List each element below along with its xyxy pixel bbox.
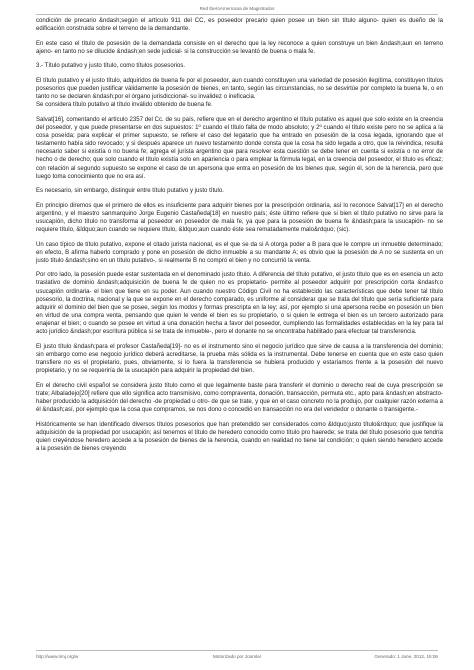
paragraph: En principio diremos que el primero de ellos es insuficiente para adquirir bienes por la prescripción ordinaria, así lo reconoce Salvat[17] en el derecho argentino, y el maestro sanmarquino Jorge Eugenio Castañeda[18] en nuestro país; éste último refiere que si bien el título putativo no sirve para la usucapión, dicho título no transforma al poseedor en poseedor de mala fe, ya que para la posesión de buena fe &ndash;para la usucapión- no se requiere título, &ldquo;aun cuando se requiere título, &ldquo;aun cuando éste sea rematadamente malo&rdquo; (sic). xyxy=(36,202,443,234)
footer-generated-date: Generado: 1 June, 2012, 15:06 xyxy=(374,654,438,659)
paragraph: En este caso el título de posesión de la demandada consiste en el derecho que la ley reconoce a quien construye un bien &ndash;aun en terreno ajeno- en tanto no se dilucide &ndash;en sede judicial- si la construcción se levantó de buena o mala fe. xyxy=(36,40,443,55)
page-footer xyxy=(36,654,438,662)
paragraph: Un caso típico de título putativo, expone el citado jurista nacional, es el que se da si A otorga poder a B para que le compre un inmueble determinado; en efecto, B afirma haberlo comprado y pone en posesión de dicho inmueble a su mandante A; es obvio que la posesión de A no se sustenta en un justo título &ndash;sino en un título putativo-, si realmente B no compró el bien y no concurrió la venta. xyxy=(36,241,443,264)
paragraph: condición de precario &ndash;según el artículo 911 del CC, es poseedor precario quien posee un bien sin título alguno- quien es dueño de la edificación construida sobre el terreno de la demandante. xyxy=(36,18,443,33)
paragraph: El justo título &ndash;para el profesor Castañeda[19]- no es el instrumento sino el negocio jurídico que sirve de causa a la transferencia del dominio; sin embargo como ese negocio jurídico deberá acreditarse, la prueba más sólida es la instrumental. Debe tenerse en cuenta que en este caso quien transfiere no es el propietario, pues, obviamente, si lo fuera la transferencia se hubiera producido y estaríamos frente a la posesión del nuevo propietario, y no se requeriría de la usucapión para adquirir la propiedad del bien. xyxy=(36,343,443,375)
paragraph: Por otro lado, la posesión puede estar sustentada en el denominado justo título. A diferencia del título putativo, el justo título que es en esencia un acto traslativo de dominio &ndash;adquisición de buena fe de quien no es propietario- permite al poseedor adquirir por prescripción corta &ndash;o usucapión ordinaria- el bien que tiene en su poder. Aun cuando nuestro Código Civil no ha establecido las características que debe tener tal título posesorio, la doctrina, nacional y la que se expone en el derecho comparado, es uniforme al considerar que se trata del título que sería suficiente para adquirir el dominio del bien que se posee, según los modos y formas prescripta en la ley; así, por ejemplo si una apersona recibe en posesión un bien en virtud de una compra venta, pensando que quien le vende el bien es su propietario, o si quien le entrega el bien es un tercero autorizado para enajenar el bien; o cuando se posee en virtud a una donación hecha a favor del poseedor, cumpliendo las formalidades establecidas en la ley para tal acto jurídico &ndash;por escritura pública si se trata de inmueble-, pero el donante no se encontraba habilitado para efectuar tal transferencia. xyxy=(36,272,443,336)
section-heading: 3.- Título putativo y justo título, como títulos posesorios. xyxy=(36,63,186,70)
paragraph: Históricamente se han identificado diversos títulos posesorios que han pretendido ser considerados como &ldquo;justo título&rdquo; que justifique la adquisición de la propiedad por usucapión; así tenemos el título de heredero conocido como título pro haerede; se trata del título posesorio que tendría quien creyéndose heredero accede a la posesión de bienes de la herencia, cuando en realidad no tiene tal condición; o quien siendo heredero accede a la posesión de bienes creyendo xyxy=(36,421,443,453)
paragraph: Es necesario, sin embargo, distinguir entre título putativo y justo título. xyxy=(36,188,224,195)
paragraph: En el derecho civil español se considera justo título como el que legalmente baste para transferir el dominio o derecho real de cuya prescripción se trate; Albaladejo[20] refiere que ello significa acto transmisivo, como compraventa, donación, transacción, permuta etc., apto para &ndash;en abstracto- haber producido la adquisición del derecho -de propiedad u otro- de que se trate, y que en el caso concreto no la produjo, por cualquier razón externa a él &ndash;así, por ejemplo que la cosa que compramos, se nos dono o concedió en transacción no era del vendedor o donante o transigente.- xyxy=(36,382,443,414)
paragraph: Se considera título putativo al título inválido obtenido de buena fe. xyxy=(36,102,213,109)
header-divider xyxy=(36,14,438,15)
article-body xyxy=(36,17,443,460)
footer-url-link[interactable]: http://www.rimj.org/w xyxy=(36,654,79,659)
paragraph: Salvat[16], comentando el artículo 2357 del Cc. de su país, refiere que en el derecho argentino el título putativo es aquel que solo existe en la creencia del poseedor, y que puede presentarse en dos supuestos: 1º cuando el título falta de modo absoluto; y 2º cuando el título existe pero no se aplica a la cosa poseída; para explicar el primer supuesto, se refiere el caso del legatario que ha entrado en posesión de la cosa legada, ignorando que el testamento había sido revocado; y si después aparece un nuevo testamento donde consta que la cosa ha sido legada a otro, que la reivindica, resulta necesario saber si existía o no buena fe; agrega el jurista argentino que para resolver esta cuestión se debe tener en cuenta si existía o no error de hecho o de derecho; que solo cuando el título existía solo en apariencia o para emplear la fórmula legal, en la creencia del poseedor, el título es eficaz; con relación al segundo supuesto se expone el caso de un apersona que entra en posesión de los bienes que, según él, son de la herencia, pero que luego toma conocimiento que no era así. xyxy=(36,116,443,180)
footer-divider xyxy=(36,650,438,651)
footer-powered-by: Motorizado por Joomla! xyxy=(212,654,261,659)
paragraph: El título putativo y el justo título, adquiridos de buena fe por el poseedor, aun cuando constituyen una variedad de posesión ilegítima, constituyen títulos posesorios que pueden justificar válidamente la posesión de bienes, en tanto, según las circunstancias, no se desvirtúe por completo la buena fe, o en tanto no se declaren &ndash;por el órgano jurisdiccional- su invalidez o ineficacia. xyxy=(36,77,443,100)
page-header: Red IberoAmericana de Magistrados xyxy=(199,6,275,11)
